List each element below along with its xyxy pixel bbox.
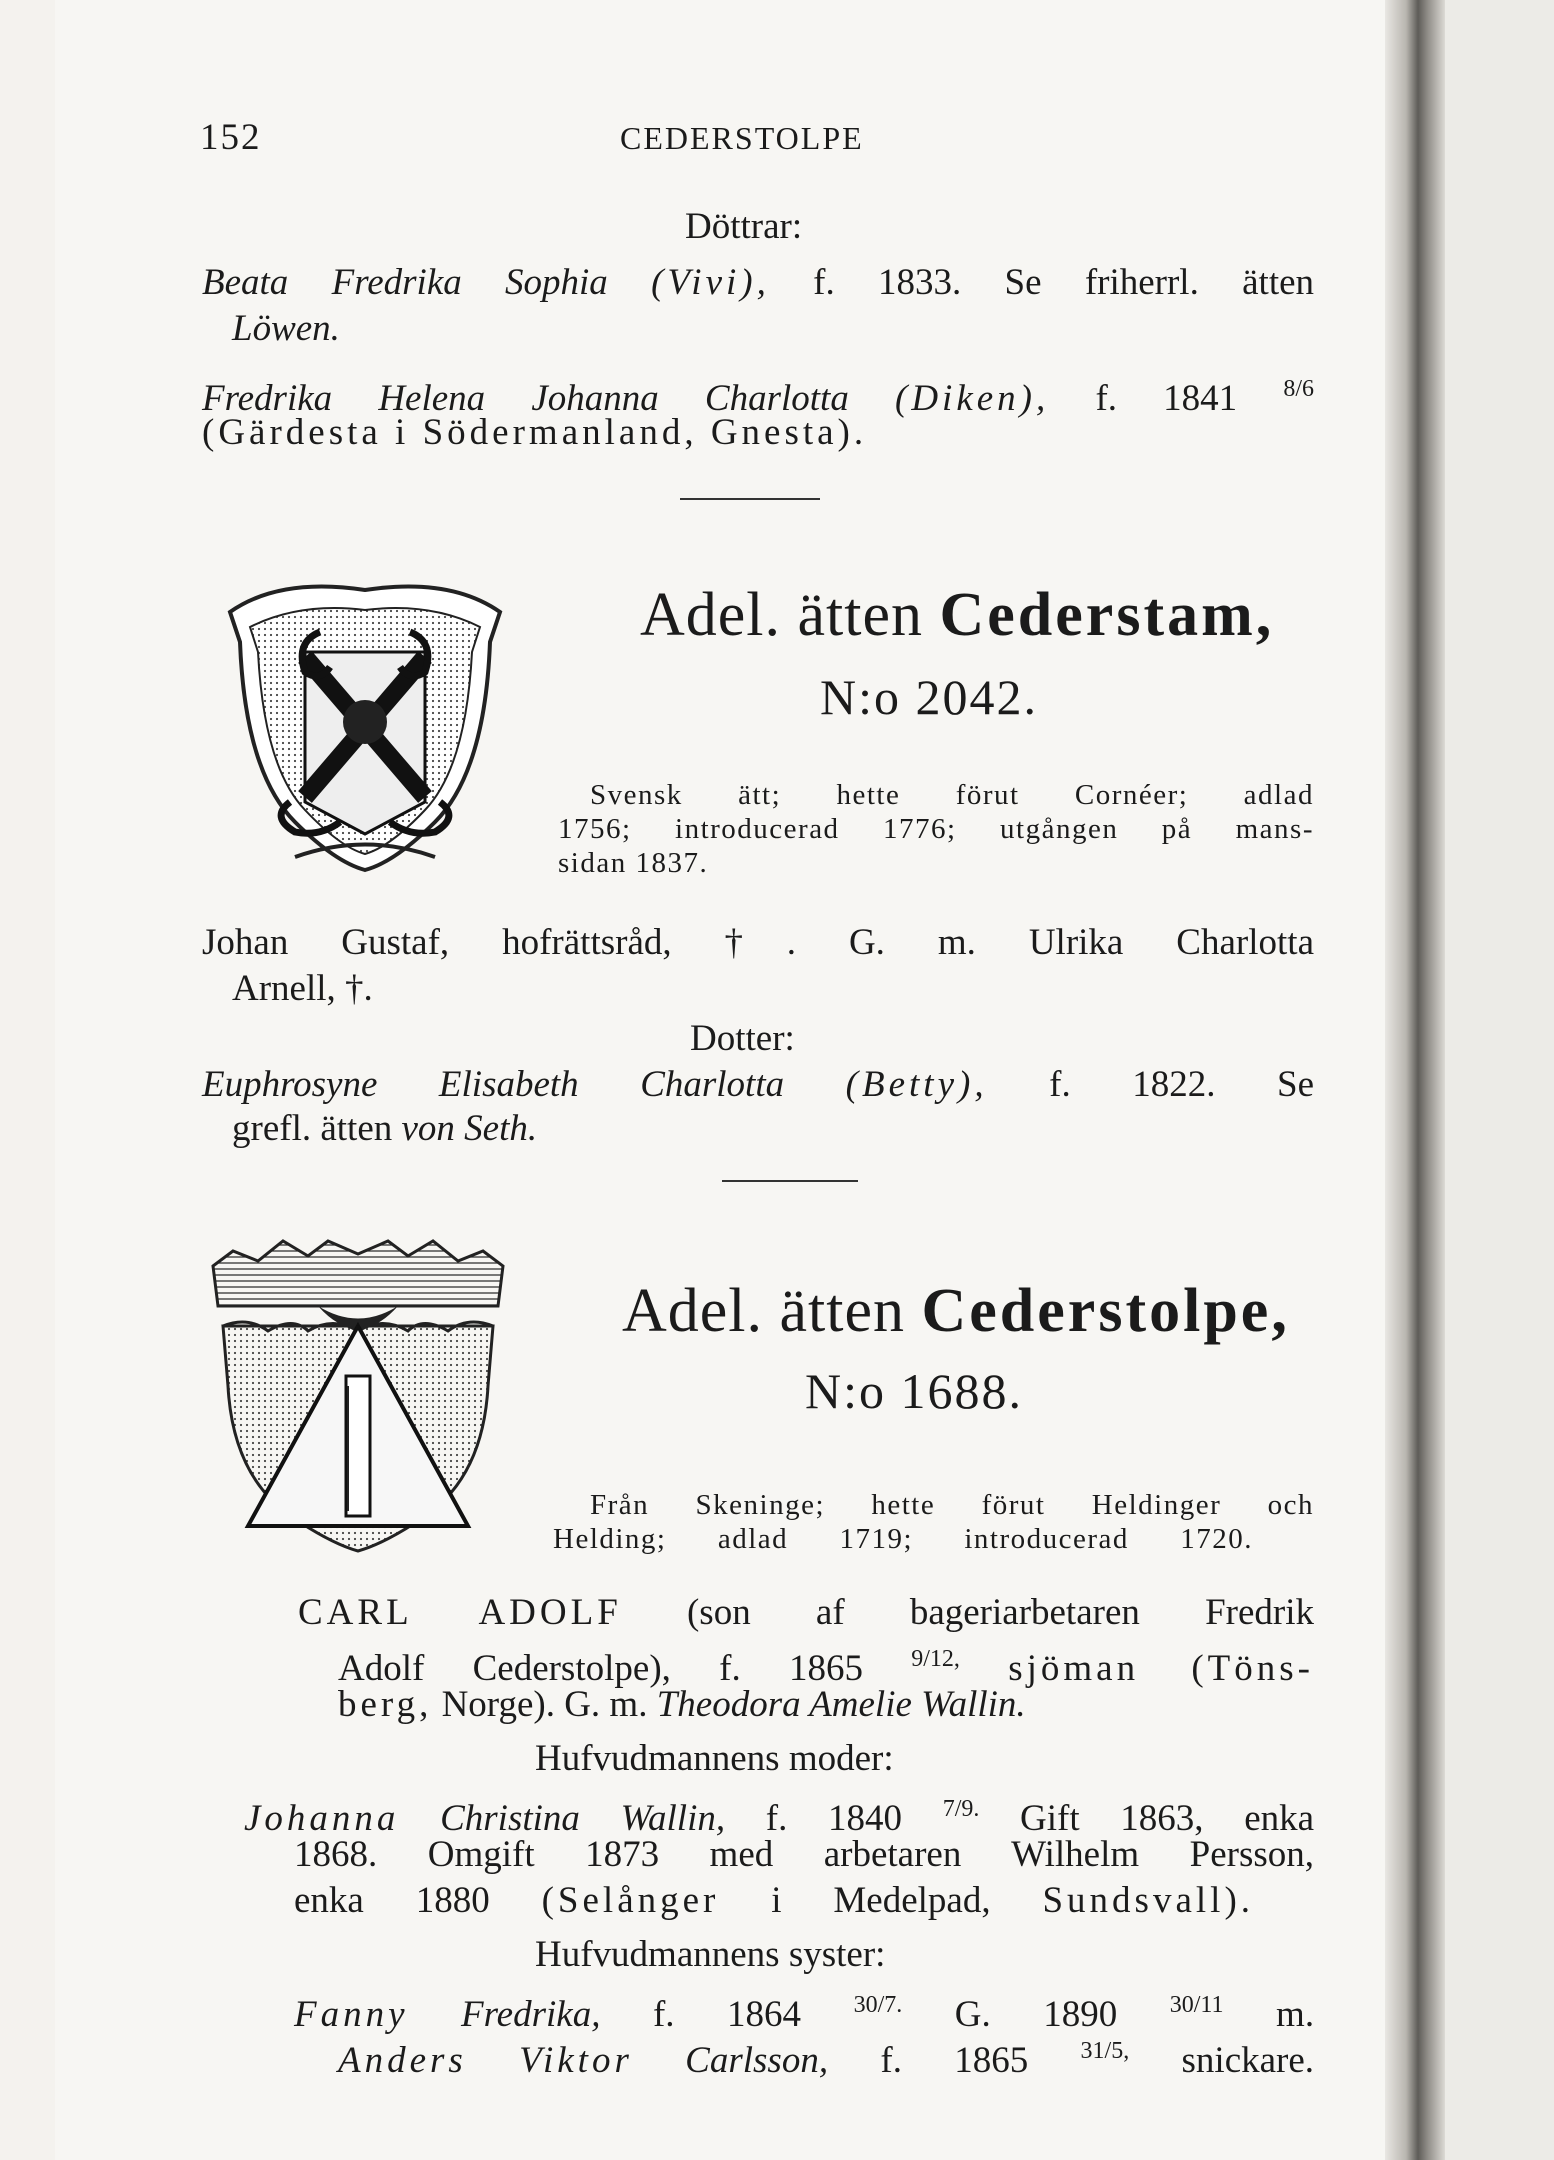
date-fraction: 30/7. <box>853 1992 903 2018</box>
family-title-cederstolpe <box>622 1276 1290 1347</box>
entry-beata-line2: Löwen. <box>232 308 340 349</box>
section-heading-dottrar: Döttrar: <box>685 206 803 247</box>
date-fraction: 30/11 <box>1169 1992 1224 2018</box>
date-fraction: 8/6 <box>1283 376 1315 402</box>
entry-text: berg, <box>338 1684 433 1725</box>
entry-nickname: (Diken), <box>895 378 1050 419</box>
date-fraction: 9/12, <box>911 1646 960 1672</box>
entry-name: CARL ADOLF <box>298 1592 622 1633</box>
section-divider <box>722 1180 858 1182</box>
entry-text: (Selånger <box>541 1880 720 1921</box>
running-title: CEDERSTOLPE <box>620 120 864 156</box>
entry-anders-line <box>338 2028 1314 2084</box>
family-title-prefix: Adel. ätten <box>640 581 924 649</box>
entry-name: Christina Wallin, <box>440 1798 726 1839</box>
entry-text: Sundsvall). <box>1042 1880 1255 1921</box>
entry-name: Fredrika Helena Johanna Charlotta <box>202 378 849 419</box>
entry-nickname: (Vivi), <box>651 262 770 303</box>
page-number: 152 <box>200 117 262 158</box>
entry-name: Viktor <box>519 2040 633 2081</box>
entry-name: Johanna <box>244 1798 400 1839</box>
entry-nickname: (Betty), <box>845 1064 988 1105</box>
entry-text: Johan Gustaf, hofrättsråd, †. G. m. Ulrika Charlotta <box>202 922 1314 963</box>
book-binding-shadow <box>1385 0 1445 2160</box>
entry-beata-line1 <box>202 260 1314 306</box>
entry-text: f. 1864 <box>652 1994 802 2035</box>
entry-text: 1868. Omgift 1873 med arbetaren Wilhelm Persson, <box>294 1834 1314 1875</box>
entry-text: Gift 1863, enka <box>1020 1798 1315 1839</box>
family-number-cederstolpe: N:o 1688. <box>805 1363 1023 1419</box>
entry-text: enka 1880 <box>294 1880 490 1921</box>
entry-family-reference: von Seth. <box>401 1108 538 1149</box>
entry-text: f. 1840 <box>765 1798 903 1839</box>
entry-name: Fanny <box>294 1994 409 2035</box>
entry-details: (son af bageriarbetaren Fredrik <box>686 1592 1314 1633</box>
entry-name: Carlsson, <box>685 2040 829 2081</box>
entry-name: Beata Fredrika Sophia <box>202 262 608 303</box>
description-text: Från Skeninge; hette förut Heldinger och <box>590 1489 1314 1521</box>
entry-johanna-line3 <box>294 1878 1254 1924</box>
entry-details: f. 1822. Se <box>1049 1064 1315 1105</box>
description-text: 1756; introducerad 1776; utgången på mans- <box>558 813 1314 845</box>
coat-of-arms-cederstolpe-image <box>208 1236 508 1556</box>
entry-name: Anders <box>338 2040 467 2081</box>
spouse-name: Theodora Amelie Wallin. <box>656 1684 1026 1725</box>
section-heading-syster: Hufvudmannens syster: <box>535 1934 886 1975</box>
entry-text: i Medelpad, <box>771 1880 991 1921</box>
date-fraction: 7/9. <box>942 1796 980 1822</box>
description-text: Helding; adlad 1719; introducerad 1720. <box>553 1523 1253 1555</box>
entry-name: Fredrika, <box>461 1994 601 2035</box>
entry-johan-line1 <box>202 920 1314 966</box>
facing-page-edge <box>1445 0 1554 2160</box>
cederstam-description-line1 <box>590 778 1314 812</box>
cederstolpe-description-line1 <box>590 1488 1314 1522</box>
entry-text: f. 1865 <box>880 2040 1029 2081</box>
entry-text: grefl. ätten <box>232 1108 393 1149</box>
cederstolpe-description-line2 <box>553 1522 1253 1556</box>
entry-text: Adolf Cederstolpe), f. 1865 <box>338 1648 863 1689</box>
entry-carl-line3 <box>338 1682 1026 1728</box>
entry-text: Norge). G. m. <box>441 1684 648 1725</box>
section-divider <box>680 498 820 500</box>
date-fraction: 31/5, <box>1080 2038 1130 2064</box>
family-title-name: Cederstam, <box>939 581 1275 649</box>
family-title-name: Cederstolpe, <box>921 1277 1290 1345</box>
coat-of-arms-cederstam-image <box>220 572 510 874</box>
description-text: Svensk ätt; hette förut Cornéer; adlad <box>590 779 1314 811</box>
entry-euphrosyne-line1 <box>202 1062 1314 1108</box>
entry-johanna-line2 <box>294 1832 1314 1878</box>
cederstam-description-line2 <box>558 812 1314 846</box>
entry-text: sjöman (Töns- <box>1008 1648 1314 1689</box>
entry-euphrosyne-line2 <box>232 1106 537 1152</box>
section-heading-dotter: Dotter: <box>690 1018 795 1059</box>
entry-text: G. 1890 <box>954 1994 1118 2035</box>
entry-details: f. 1833. Se friherrl. ätten <box>813 262 1315 303</box>
entry-text: m. <box>1276 1994 1315 2035</box>
cederstam-description-line3: sidan 1837. <box>558 847 709 879</box>
entry-fredrika-line2: (Gärdesta i Södermanland, Gnesta). <box>202 412 868 453</box>
entry-johan-line2: Arnell, †. <box>232 968 373 1009</box>
section-heading-moder: Hufvudmannens moder: <box>535 1738 894 1779</box>
entry-carl-line1 <box>298 1590 1314 1636</box>
entry-name: Euphrosyne Elisabeth Charlotta <box>202 1064 785 1105</box>
family-title-cederstam <box>640 580 1274 651</box>
entry-text: snickare. <box>1181 2040 1315 2081</box>
family-title-prefix: Adel. ätten <box>622 1277 906 1345</box>
entry-details: f. 1841 <box>1095 378 1238 419</box>
family-number-cederstam: N:o 2042. <box>820 669 1038 725</box>
